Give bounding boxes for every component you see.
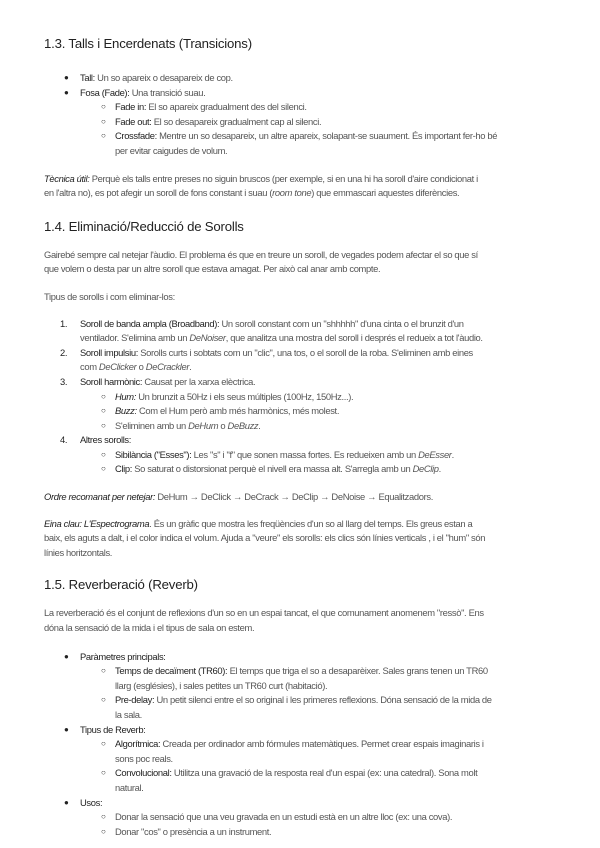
sub-bullet-icon: ○ <box>101 812 106 822</box>
sub-bullet-icon: ○ <box>101 391 106 401</box>
list-item-use-2: ○ Donar "cos" o presència a un instrument. <box>44 825 560 840</box>
transitions-list <box>44 71 560 159</box>
sub-bullet-icon: ○ <box>101 116 106 126</box>
list-item-crossfade: ○ Crossfade: Mentre un so desapareix, un altre apareix, solapant-se suaument. És important fer-ho bé per evitar caigudes de volum. <box>101 130 498 156</box>
list-item-fade-out: ○ Fade out: El so desapareix gradualment cap al silenci. <box>44 115 560 130</box>
bullet-icon: ● <box>64 724 69 734</box>
section-title-1-5: 1.5. Reverberació (Reverb) <box>44 577 198 593</box>
list-item-broadband: 1. Soroll de banda ampla (Broadband): Un soroll constant com un "shhhhh" d'una cinta o el brunzit d'un ventilador. S'elimina amb un DeNoiser, que analitza una mostra del soroll i després el redueix a tot l'àudio. <box>60 317 483 344</box>
list-item-hum: ○ Hum: Un brunzit a 50Hz i els seus múltiples (100Hz, 150Hz...). <box>44 390 560 405</box>
list-item-fosa: ● Fosa (Fade): Una transició suau. <box>44 86 560 101</box>
section-title-1-4: 1.4. Eliminació/Reducció de Sorolls <box>44 218 244 234</box>
section-title-1-3: 1.3. Talls i Encerdenats (Transicions) <box>44 36 252 51</box>
noise-intro-paragraph: Gairebé sempre cal netejar l'àudio. El problema és que en treure un soroll, de vegades podem afectar el so que sí que volem o desta par un altre soroll que estava amagat. Per això cal anar amb compte. <box>44 248 478 275</box>
sub-bullet-icon: ○ <box>101 826 106 836</box>
list-item-impulsive: 2. Soroll impulsiu: Sorolls curts i sobtats com un "clic", una tos, o el soroll de la roba. S'eliminen amb eines com DeClicker o DeCrackler. <box>60 346 473 373</box>
sub-bullet-icon: ○ <box>101 739 106 749</box>
sub-bullet-icon: ○ <box>101 666 106 676</box>
bullet-icon: ● <box>64 73 69 82</box>
list-item-predelay: ○ Pre-delay: Un petit silenci entre el so original i les primeres reflexions. Dóna sensació de la mida de la sala. <box>101 694 492 720</box>
list-item-parameters: ● Paràmetres principals: <box>44 650 560 665</box>
spectrogram-paragraph: Eina clau: L'Espectrograma. És un gràfic que mostra les freqüències d'un so al llarg del temps. Els greus estan a baix, els aguts a dalt, i el color indica el volum. Ajuda a "veure" els sorolls: els clics són línies verticals , i el "hum" són línies horitzontals. <box>44 517 486 558</box>
list-item-tall: ● Tall: Un so apareix o desapareix de cop. <box>44 71 560 86</box>
list-item-convolution: ○ Convolucional: Utilitza una gravació de la resposta real d'un espai (ex: una catedral). Sona molt natural. <box>101 767 478 793</box>
list-item-uses: ● Usos: <box>44 796 560 811</box>
list-item-clip: ○ Clip: So saturat o distorsionat perquè el nivell era massa alt. S'arregla amb un DeClip. <box>44 462 560 477</box>
list-item-other-noise: 4. Altres sorolls: <box>60 434 132 446</box>
sub-bullet-icon: ○ <box>101 406 106 416</box>
noise-types-heading: Tipus de sorolls i com eliminar-los: <box>44 290 175 302</box>
sub-bullet-icon: ○ <box>101 464 106 474</box>
list-item-reverb-types: ● Tipus de Reverb: <box>44 723 560 738</box>
sub-bullet-icon: ○ <box>101 768 106 778</box>
list-item-buzz: ○ Buzz: Com el Hum però amb més harmònics, més molest. <box>44 404 560 419</box>
sub-bullet-icon: ○ <box>101 131 106 141</box>
reverb-intro-paragraph: La reverberació és el conjunt de reflexions d'un so en un espai tancat, el que comunament anomenem "ressò". Ens dóna la sensació de la mida i el tipus de sala on estem. <box>44 607 484 634</box>
cleanup-order-paragraph: Ordre recomanat per netejar: DeHum → DeClick → DeCrack → DeClip → DeNoise → Equalitzadors. <box>44 491 433 503</box>
list-item-dehum: ○ S'eliminen amb un DeHum o DeBuzz. <box>44 419 560 434</box>
list-item-fade-in: ○ Fade in: El so apareix gradualment des del silenci. <box>44 100 560 115</box>
list-item-algorithmic: ○ Algorítmica: Creada per ordinador amb fórmules matemàtiques. Permet crear espais imaginaris i sons poc reals. <box>101 738 484 764</box>
list-item-use-1: ○ Donar la sensació que una veu gravada en un estudi està en un altre lloc (ex: una cova). <box>44 810 560 825</box>
sub-bullet-icon: ○ <box>101 695 106 705</box>
list-item-sibilance: ○ Sibilància ("Esses"): Les "s" i "f" que sonen massa fortes. Es redueixen amb un DeEsser. <box>44 448 560 463</box>
list-item-harmonic: 3. Soroll harmònic: Causat per la xarxa elèctrica. <box>60 375 256 387</box>
document-page <box>44 36 560 839</box>
sub-bullet-icon: ○ <box>101 102 106 112</box>
bullet-icon: ● <box>64 651 69 661</box>
bullet-icon: ● <box>64 87 69 97</box>
noise-types-list <box>44 317 560 478</box>
reverb-list <box>44 650 560 840</box>
list-item-tr60: ○ Temps de decaïment (TR60): El temps que triga el so a desaparèixer. Sales grans tenen un TR60 llarg (esglésies), i sales petites un TR60 curt (habitació). <box>101 665 488 691</box>
bullet-icon: ● <box>64 797 69 807</box>
sub-bullet-icon: ○ <box>101 420 106 430</box>
useful-technique-paragraph: Tècnica útil: Perquè els talls entre preses no siguin bruscos (per exemple, si en una hi ha soroll d'aire condicionat i en l'altra no), es pot afegir un soroll de fons constant i suau (room tone) que emmascari aquestes diferències. <box>44 172 478 199</box>
sub-bullet-icon: ○ <box>101 449 106 459</box>
